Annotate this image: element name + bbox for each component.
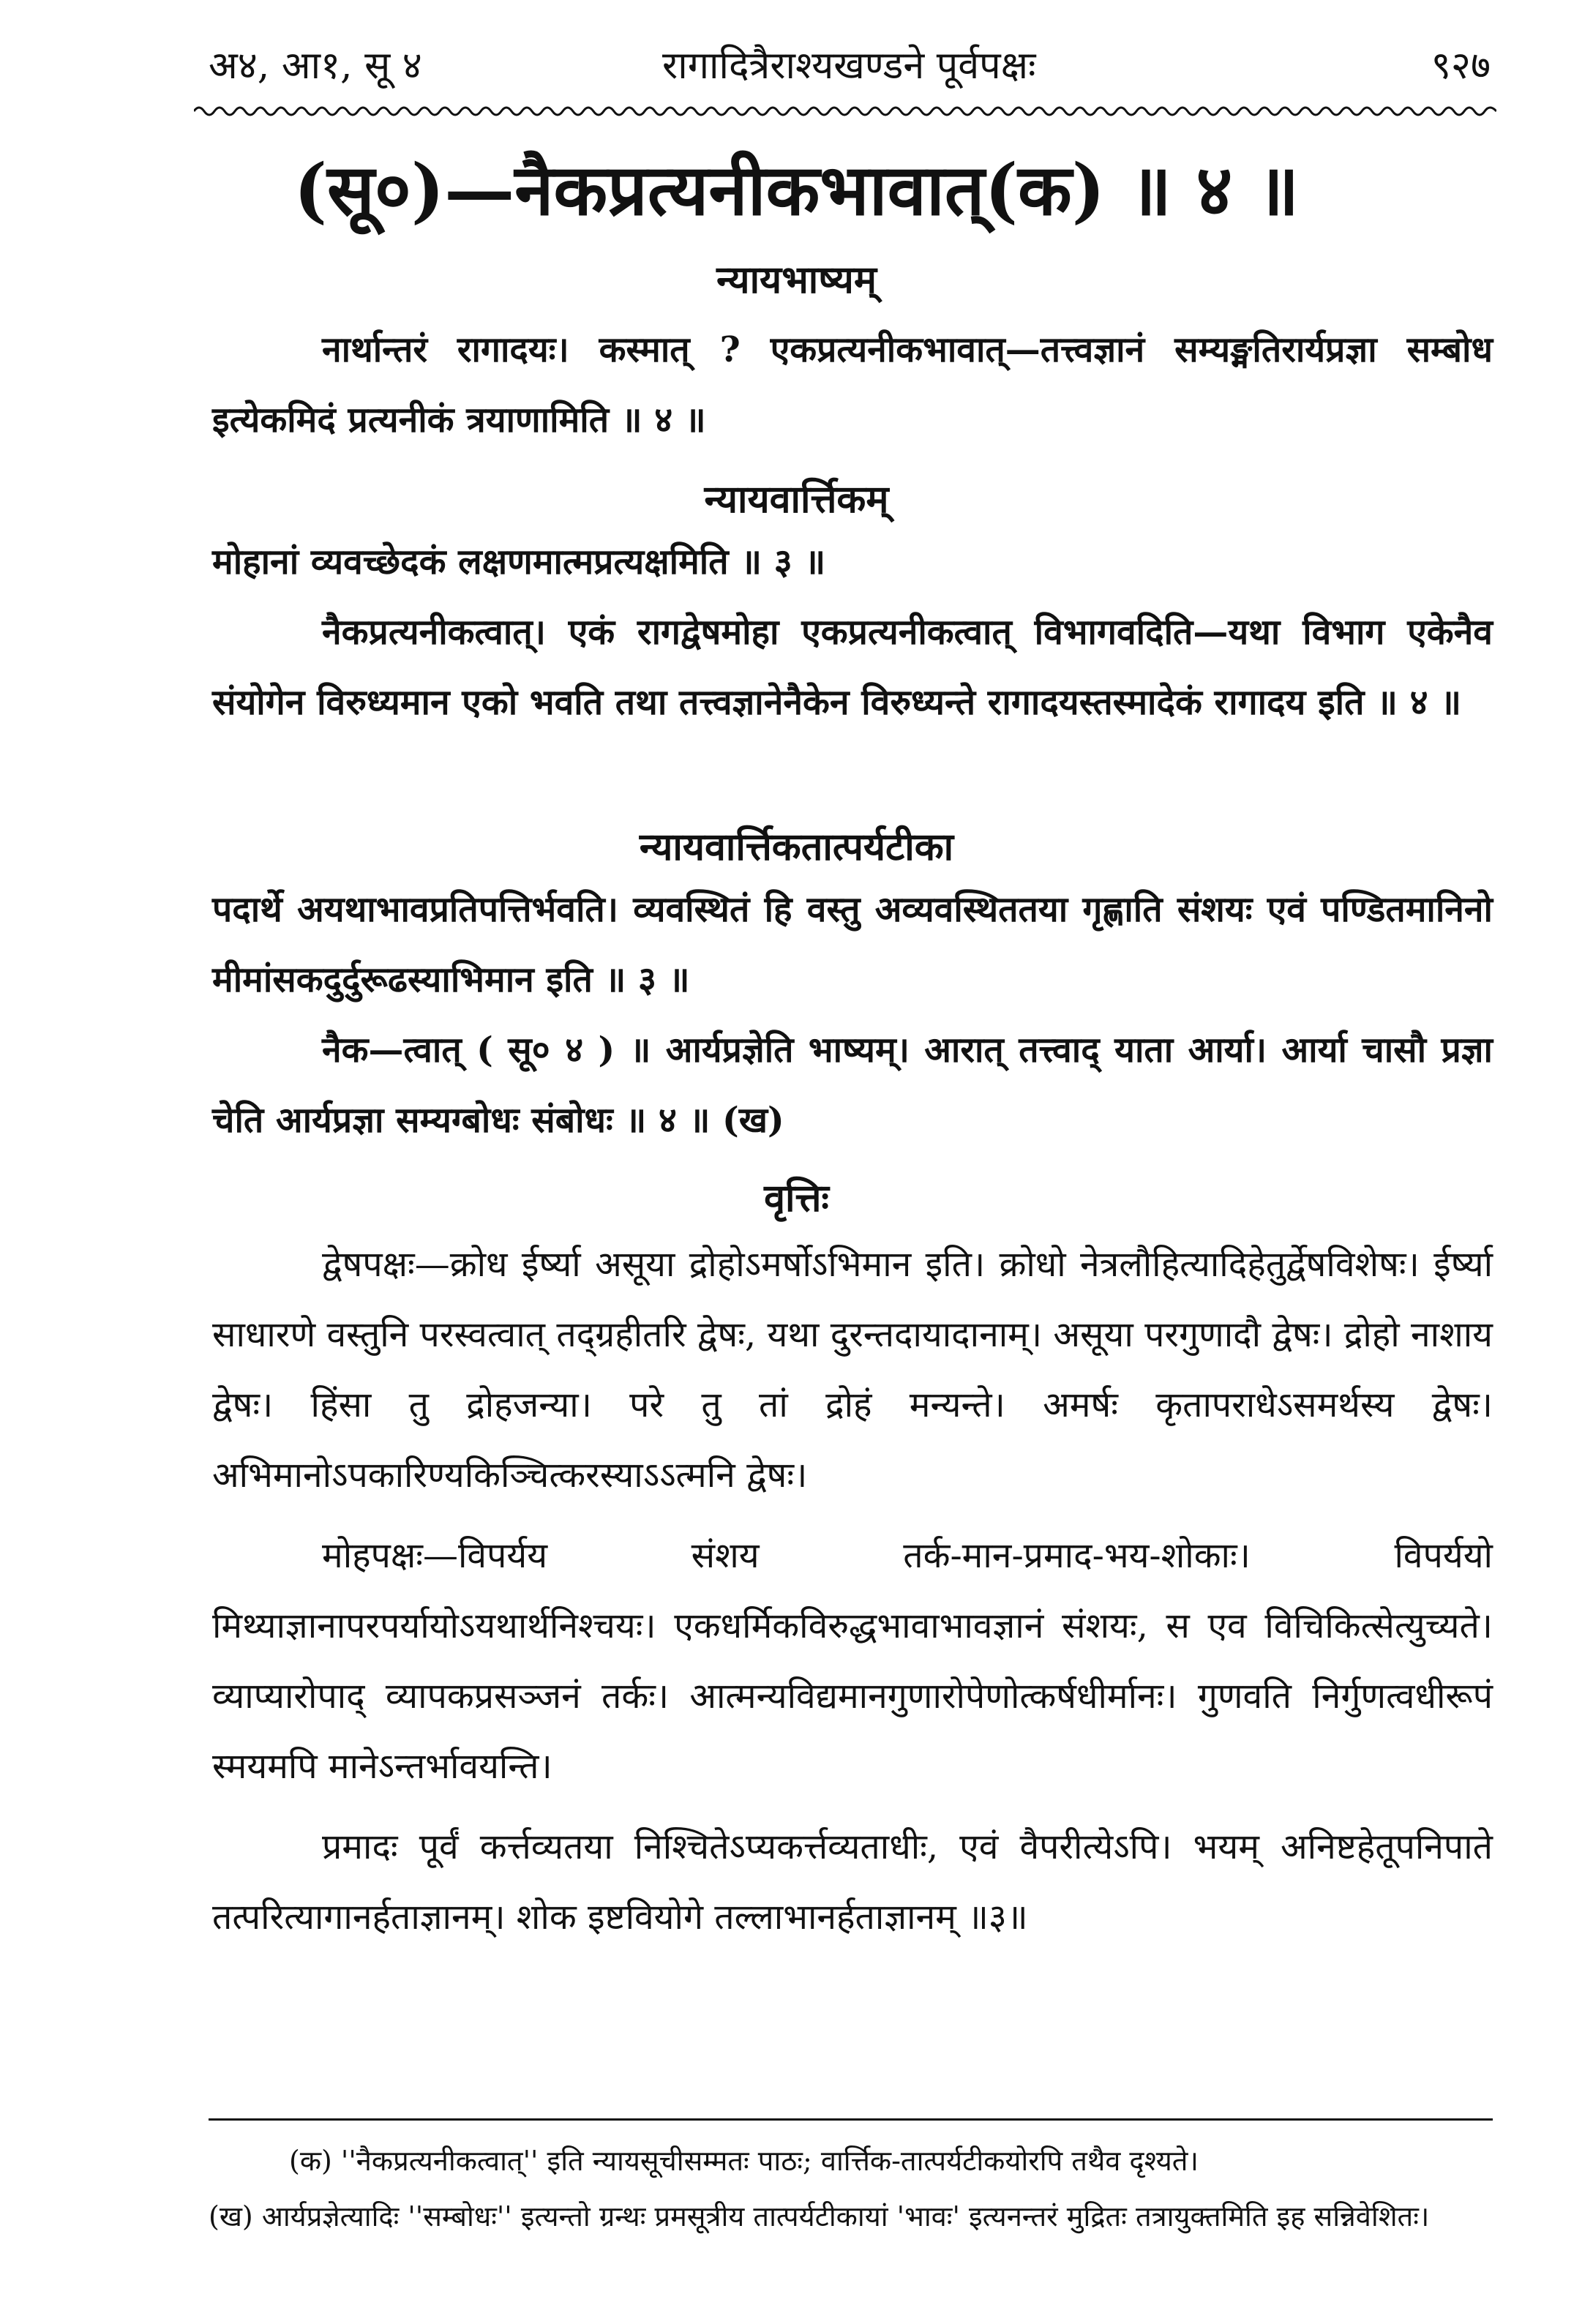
- sutra-title: (सू०)—नैकप्रत्यनीकभावात्(क) ॥ ४ ॥: [293, 149, 1300, 231]
- chapter-reference: अ४, आ१, सू ४: [209, 44, 422, 88]
- tika-section: [212, 874, 1493, 1155]
- footnote-kha: (ख) आर्यप्रज्ञेत्यादिः ''सम्बोधः'' इत्यन्तो ग्रन्थः प्रमसूत्रीय तात्पर्यटीकायां 'भावः' इत्यनन्तरं मुद्रितः तत्रायुक्तमिति इह सन्निवेशितः।: [209, 2200, 1430, 2233]
- bhashya-text: नार्थान्तरं रागादयः। कस्मात् ? एकप्रत्यनीकभावात्—तत्त्वज्ञानं सम्यङ्मतिरार्यप्रज्ञा सम्बोध इत्येकमिदं प्रत्यनीकं त्रयाणामिति ॥ ४ ॥: [212, 329, 1493, 441]
- varttika-section: [212, 527, 1493, 738]
- varttika-text: नैकप्रत्यनीकत्वात्। एकं रागद्वेषमोहा एकप्रत्यनीकत्वात् विभागवदिति—यथा विभाग एकेनैव संयोगेन विरुध्यमान एको भवति तथा तत्त्वज्ञानेनैकेन विरुध्यन्ते रागादयस्तस्मादेकं रागादय इति ॥ ४ ॥: [212, 612, 1493, 723]
- vritti-moha-paragraph: मोहपक्षः—विपर्यय संशय तर्क-मान-प्रमाद-भय-शोकाः। विपर्ययो मिथ्याज्ञानापरपर्यायोऽयथार्थनिश्चयः। एकधर्मिकविरुद्धभावाभावज्ञानं संशयः, स एव विचिकित्सेत्युच्यते। व्याप्यारोपाद् व्यापकप्रसञ्जनं तर्कः। आत्मन्यविद्यमानगुणारोपेणोत्कर्षधीर्मानः। गुणवति निर्गुणत्वधीरूपं स्मयमपि मानेऽन्तर्भावयन्ति।: [212, 1535, 1493, 1787]
- vritti-section: [212, 1229, 1493, 1952]
- footnote-ka: (क) ''नैकप्रत्यनीकत्वात्'' इति न्यायसूचीसम्मतः पाठः; वार्त्तिक-तात्पर्यटीकयोरपि तथैव दृश्यते।: [289, 2145, 1199, 2177]
- running-title: रागादित्रैराश्यखण्डने पूर्वपक्षः: [662, 44, 1036, 88]
- wavy-rule: [194, 102, 1496, 120]
- bhashya-heading: न्यायभाष्यम्: [716, 258, 877, 302]
- tika-text: नैक—त्वात् ( सू० ४ ) ॥ आर्यप्रज्ञेति भाष्यम्। आरात् तत्त्वाद् याता आर्या। आर्या चासौ प्रज्ञा चेति आर्यप्रज्ञा सम्यग्बोधः संबोधः ॥ ४ ॥ (ख): [212, 1030, 1493, 1141]
- footnote-divider: [209, 2118, 1493, 2121]
- varttika-heading: न्यायवार्त्तिकम्: [704, 477, 889, 522]
- vritti-pramada-paragraph: प्रमादः पूर्वं कर्त्तव्यतया निश्चितेऽप्यकर्त्तव्यताधीः, एवं वैपरीत्येऽपि। भयम् अनिष्टहेतूपनिपाते तत्परित्यागानर्हताज्ञानम्। शोक इष्टवियोगे तल्लाभानर्हताज्ञानम् ॥३॥: [212, 1826, 1493, 1938]
- tika-line1: पदार्थे अयथाभावप्रतिपत्तिर्भवति। व्यवस्थितं हि वस्तु अव्यवस्थिततया गृह्णाति संशयः एवं पण्डितमानिनो मीमांसकदुर्दुरूढस्याभिमान इति ॥ ३ ॥: [212, 889, 1493, 1000]
- bhashya-section: [212, 315, 1493, 455]
- vritti-dvesha-paragraph: द्वेषपक्षः—क्रोध ईर्ष्या असूया द्रोहोऽमर्षोऽभिमान इति। क्रोधो नेत्रलौहित्यादिहेतुर्द्वेषविशेषः। ईर्ष्या साधारणे वस्तुनि परस्वत्वात् तद्ग्रहीतरि द्वेषः, यथा दुरन्तदायादानाम्। असूया परगुणादौ द्वेषः। द्रोहो नाशाय द्वेषः। हिंसा तु द्रोहजन्या। परे तु तां द्रोहं मन्यन्ते। अमर्षः कृतापराधेऽसमर्थस्य द्वेषः। अभिमानोऽपकारिण्यकिञ्चित्करस्याऽऽत्मनि द्वेषः।: [212, 1244, 1493, 1496]
- running-header: [209, 29, 1491, 102]
- footnotes: [209, 2133, 1493, 2244]
- page-number: ९२७: [1431, 44, 1491, 88]
- vritti-heading: वृत्तिः: [764, 1176, 829, 1221]
- varttika-line1: मोहानां व्यवच्छेदकं लक्षणमात्मप्रत्यक्षमिति ॥ ३ ॥: [212, 541, 826, 582]
- tika-heading: न्यायवार्त्तिकतात्पर्यटीका: [639, 825, 954, 869]
